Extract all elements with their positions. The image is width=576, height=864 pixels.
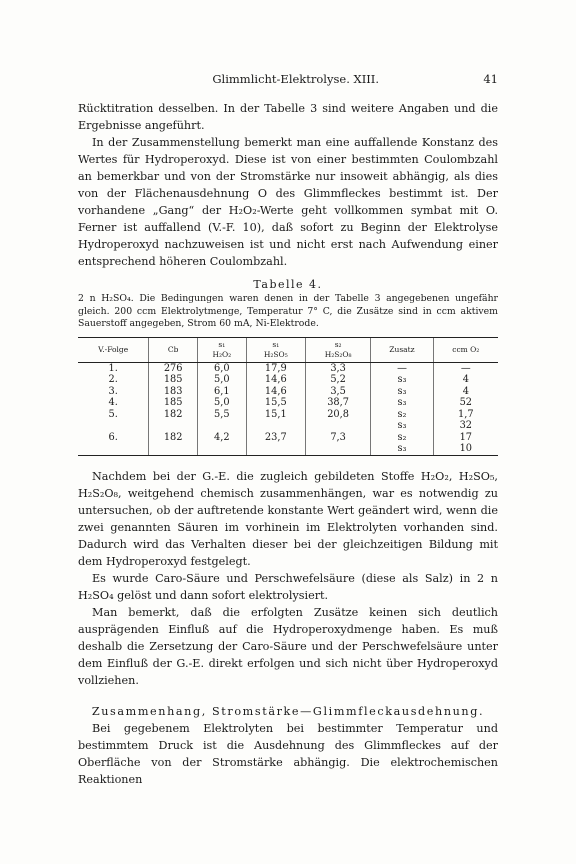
table-cell: 4.	[108, 397, 118, 408]
table-cell: 38,7	[305, 397, 370, 409]
table-cell	[198, 420, 247, 432]
table-cell: s₃	[371, 443, 433, 455]
table-cell: 185	[149, 397, 198, 409]
table-cell: —	[371, 362, 433, 374]
table-cell: 5,5	[198, 409, 247, 421]
table-cell: 1,7	[433, 409, 498, 421]
table-cell: 17	[433, 432, 498, 444]
table-cell: 276	[149, 362, 198, 374]
data-table	[78, 337, 498, 456]
table-header-cell: Zusatz	[371, 337, 433, 362]
table-header-cell: Cb	[149, 337, 198, 362]
table-row	[78, 374, 498, 386]
table-row	[78, 362, 498, 374]
table-cell	[246, 420, 305, 432]
table-header-cell: s₁ H₂O₂	[198, 337, 247, 362]
table-row	[78, 443, 498, 455]
table-header-cell: s₂ H₂S₂O₈	[305, 337, 370, 362]
table-cell: 4,2	[198, 432, 247, 444]
running-header	[78, 72, 498, 86]
table-cell: 6,1	[198, 386, 247, 398]
table-cell: 7,3	[305, 432, 370, 444]
table-cell: 4	[433, 374, 498, 386]
table-cell: 14,6	[246, 386, 305, 398]
table-cell: s₃	[371, 374, 433, 386]
table-note: 2 n H₂SO₄. Die Bedingungen waren denen in der Tabelle 3 angegebenen ungefähr gleich. 200 ccm Elektrolytmenge, Temperatur 7° C, die Zusätze sind in ccm aktivem Sauerstoff angegeben, Strom 60 mA, Ni-Elektrode.	[78, 293, 498, 329]
table-header-cell: V.-Folge	[78, 337, 149, 362]
table-cell: 15,5	[246, 397, 305, 409]
table-cell: 185	[149, 374, 198, 386]
table-cell: 1.	[108, 362, 118, 374]
table-cell	[149, 443, 198, 455]
table-cell: 5,0	[198, 374, 247, 386]
table-cell: 14,6	[246, 374, 305, 386]
paragraph: Es wurde Caro-Säure und Perschwefelsäure (diese als Salz) in 2 n H₂SO₄ gelöst und dann sofort elektrolysiert.	[78, 571, 498, 602]
table-cell: 23,7	[246, 432, 305, 444]
table-cell: 17,9	[246, 362, 305, 374]
header-title: Glimmlicht-Elektrolyse. XIII.	[212, 72, 379, 86]
paragraph: Rücktitration desselben. In der Tabelle 3 sind weitere Angaben und die Ergebnisse angeführt.	[78, 102, 498, 132]
section-title: Zusammenhang, Stromstärke—Glimmfleckausdehnung.	[91, 704, 485, 718]
table-cell: 6,0	[198, 362, 247, 374]
paragraph: Nachdem bei der G.-E. die zugleich gebildeten Stoffe H₂O₂, H₂SO₅, H₂S₂O₈, weitgehend chemisch zusammenhängen, war es notwendig zu untersuchen, ob der auftretende konstante Wert geändert wird, wenn die zwei genannten Säuren im vorhinein im Elektrolyten vorhanden sind. Dadurch wird das Verhalten dieser bei der gleichzeitigen Bildung mit dem Hydroperoxyd festgelegt.	[78, 469, 498, 568]
paragraph: Bei gegebenem Elektrolyten bei bestimmter Temperatur und bestimmtem Druck ist die Ausdehnung des Glimmfleckes auf der Oberfläche von der Stromstärke abhängig. Die elektrochemischen Reaktionen	[78, 721, 498, 786]
table-cell: 10	[433, 443, 498, 455]
table-cell: 183	[149, 386, 198, 398]
table-cell: 5,2	[305, 374, 370, 386]
table-cell: 32	[433, 420, 498, 432]
table-row	[78, 432, 498, 444]
table-header-cell: ccm O₂	[433, 337, 498, 362]
table-caption: Tabelle 4.	[253, 278, 323, 291]
table-row	[78, 409, 498, 421]
table-cell: 52	[433, 397, 498, 409]
table-cell: 15,1	[246, 409, 305, 421]
paragraph: Man bemerkt, daß die erfolgten Zusätze keinen sich deutlich ausprägenden Einfluß auf die Hydroperoxydmenge haben. Es muß deshalb die Zersetzung der Caro-Säure und der Perschwefelsäure unter dem Einfluß der G.-E. direkt erfolgen und sich nicht über Hydroperoxyd vollziehen.	[78, 605, 498, 687]
table-cell: 5.	[108, 408, 118, 420]
table-cell: 6.	[108, 431, 118, 443]
table-cell	[305, 443, 370, 455]
document-page	[78, 72, 498, 788]
table-cell: 20,8	[305, 409, 370, 421]
page-number: 41	[483, 72, 498, 86]
table-cell	[305, 420, 370, 432]
table-header-row	[78, 337, 498, 362]
table-header-cell: s₁ H₂SO₅	[246, 337, 305, 362]
table-cell: 4	[433, 386, 498, 398]
table-row	[78, 420, 498, 432]
table-cell	[198, 443, 247, 455]
table-cell: s₃	[371, 386, 433, 398]
table-cell: 182	[149, 409, 198, 421]
table-cell: —	[433, 362, 498, 374]
table-cell: 182	[149, 432, 198, 444]
table-cell	[149, 420, 198, 432]
table-body	[78, 362, 498, 455]
table-cell: 5,0	[198, 397, 247, 409]
table-cell: 2.	[108, 374, 118, 385]
table-cell: s₂	[371, 409, 433, 421]
table-cell: 3,5	[305, 386, 370, 398]
table-row	[78, 386, 498, 398]
table-cell: 3.	[108, 385, 118, 397]
table-cell: s₃	[371, 397, 433, 409]
paragraph: In der Zusammenstellung bemerkt man eine auffallende Konstanz des Wertes für Hydroperoxyd. Diese ist von einer bestimmten Coulombzahl an bemerkbar und von der Stromstärke nur insoweit abhängig, als dies von der Flächenausdehnung O des Glimmfleckes bestimmt ist. Der vorhandene „Gang“ der H₂O₂-Werte geht vollkommen symbat mit O. Ferner ist auffallend (V.-F. 10), daß sofort zu Beginn der Elektrolyse Hydroperoxyd nachzuweisen ist und nicht erst nach Aufwendung einer entsprechend höheren Coulombzahl.	[78, 136, 498, 268]
table-cell	[246, 443, 305, 455]
table-row	[78, 397, 498, 409]
table-cell: s₂	[371, 432, 433, 444]
table-cell	[78, 420, 149, 432]
table-cell: 3,3	[305, 362, 370, 374]
table-cell	[78, 443, 149, 455]
table-cell: s₃	[371, 420, 433, 432]
